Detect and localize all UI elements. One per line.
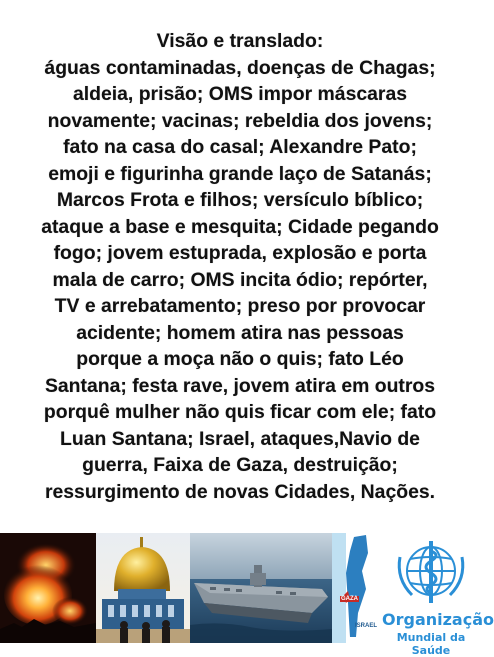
image-strip [0, 533, 494, 657]
who-emblem-icon [382, 533, 480, 613]
explosion-image [0, 533, 96, 643]
text-line: acidente; homem atira nas pessoas [76, 321, 404, 344]
aircraft-carrier-image [190, 533, 332, 643]
prophecy-text [0, 28, 480, 505]
text-title: Visão e translado: [156, 30, 324, 52]
text-line: mala de carro; OMS incita ódio; repórter, [52, 268, 428, 291]
map-label-gaza: GAZA [341, 596, 358, 602]
text-line: aldeia, prisão; OMS impor máscaras [72, 83, 408, 105]
text-line: Marcos Frota e filhos; versículo bíblico; [56, 189, 424, 211]
dome-of-the-rock-image [96, 533, 190, 643]
israel-map-image [332, 533, 382, 643]
explosion-drawing [0, 533, 96, 643]
dome-drawing [96, 533, 190, 643]
text-line: águas contaminadas, doenças de Chagas; [44, 56, 436, 79]
text-line: emoji e figurinha grande laço de Satanás; [48, 162, 432, 185]
map-label-israel: ISRAEL [355, 623, 378, 629]
who-logo-text-2: Mundial da Saúde [396, 631, 466, 657]
text-line: TV e arrebatamento; preso por provocar [54, 295, 426, 317]
text-line: porquê mulher não quis ficar com ele; fato [43, 401, 437, 423]
text-line: fogo; jovem estuprada, explosão e porta [53, 242, 427, 264]
text-line: Luan Santana; Israel, ataques,Navio de [60, 427, 420, 450]
text-line: porque a moça não o quis; fato Léo [76, 348, 404, 370]
text-line: fato na casa do casal; Alexandre Pato; [63, 136, 417, 158]
text-line: guerra, Faixa de Gaza, destruição; [82, 454, 398, 476]
text-line: ressurgimento de novas Cidades, Nações. [44, 480, 436, 503]
who-logo-text: Organização [382, 610, 494, 629]
text-line: ataque a base e mesquita; Cidade pegando [41, 215, 439, 238]
carrier-drawing [190, 533, 332, 643]
text-line: novamente; vacinas; rebeldia dos jovens; [47, 109, 433, 132]
who-logo-image [382, 533, 494, 657]
text-line: Santana; festa rave, jovem atira em outros [44, 374, 436, 397]
